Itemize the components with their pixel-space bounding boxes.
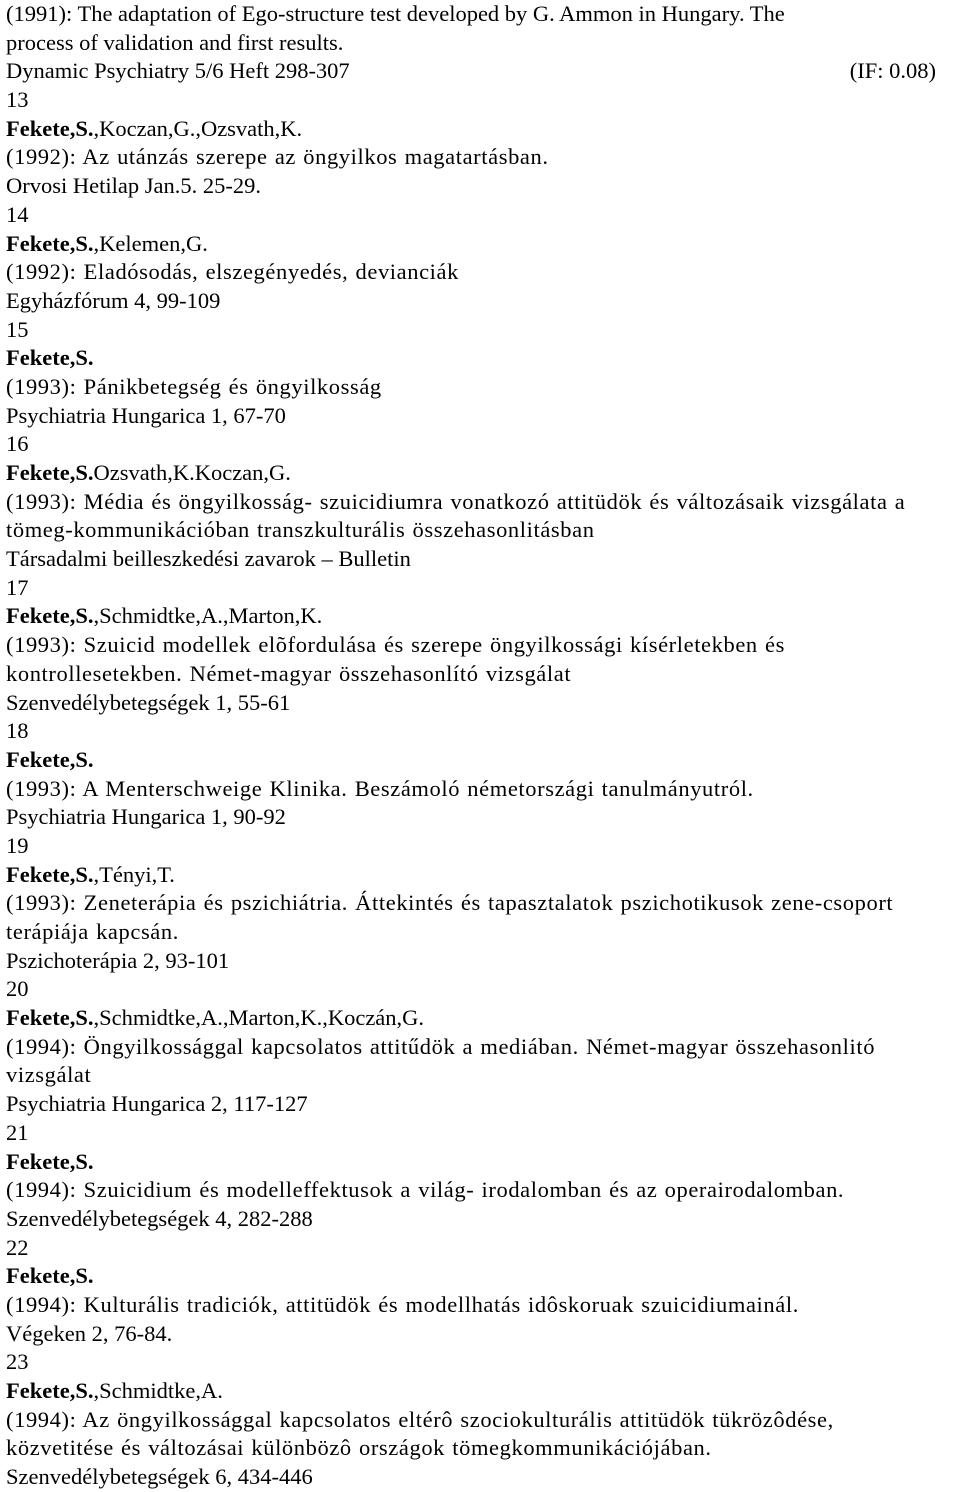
coauthors: ,Koczan,G.,Ozsvath,K. xyxy=(93,115,303,141)
publication-entry xyxy=(6,1234,954,1349)
entry-number: 13 xyxy=(6,87,29,113)
title-line: (1993): Pánikbetegség és öngyilkosság xyxy=(6,373,382,399)
title-line: (1992): Eladósodás, elszegényedés, devianciák xyxy=(6,259,459,285)
first-author: Fekete,S. xyxy=(6,115,94,141)
entries-container xyxy=(6,86,954,1492)
entry-number: 17 xyxy=(6,574,29,600)
journal-line: Psychiatria Hungarica 2, 117-127 xyxy=(6,1091,308,1117)
first-author: Fekete,S. xyxy=(6,230,94,256)
entry-number: 21 xyxy=(6,1119,29,1145)
title-line: közvetitése és változásai különbözô országok tömegkommunikációjában. xyxy=(6,1435,712,1461)
entry-number: 18 xyxy=(6,718,29,744)
publication-entry xyxy=(6,1348,954,1491)
authors-line xyxy=(6,746,954,775)
first-author: Fekete,S. xyxy=(6,746,94,772)
authors-line xyxy=(6,1262,954,1291)
journal-line: Psychiatria Hungarica 1, 67-70 xyxy=(6,402,286,428)
title-line: tömeg-kommunikációban transzkulturális összehasonlitásban xyxy=(6,517,595,543)
coauthors: ,Kelemen,G. xyxy=(93,230,208,256)
authors-line xyxy=(6,1004,954,1033)
publication-entry xyxy=(6,832,954,975)
title-line: (1993): Média és öngyilkosság- szuicidiumra vonatkozó attitüdök és változásaik vizsgálata a xyxy=(6,488,906,514)
authors-line xyxy=(6,1148,954,1177)
authors-line xyxy=(6,1377,954,1406)
title-line: (1992): Az utánzás szerepe az öngyilkos magatartásban. xyxy=(6,144,549,170)
journal-line: Psychiatria Hungarica 1, 90-92 xyxy=(6,804,286,830)
entry-number: 15 xyxy=(6,316,29,342)
coauthors: Ozsvath,K.Koczan,G. xyxy=(93,460,291,485)
publication-entry xyxy=(6,717,954,832)
entry-number: 22 xyxy=(6,1234,29,1260)
entry-number: 23 xyxy=(6,1349,29,1375)
publication-entry xyxy=(6,1119,954,1234)
publication-entry xyxy=(6,430,954,573)
title-line: terápiája kapcsán. xyxy=(6,919,179,944)
first-author: Fekete,S. xyxy=(6,1263,94,1289)
journal-line: Szenvedélybetegségek 6, 434-446 xyxy=(6,1464,313,1490)
journal-reference: Dynamic Psychiatry 5/6 Heft 298-307 xyxy=(6,58,350,84)
authors-line xyxy=(6,230,954,259)
authors-line xyxy=(6,861,954,890)
journal-line: Végeken 2, 76-84. xyxy=(6,1320,173,1346)
publication-list xyxy=(6,0,954,1492)
journal-line: Szenvedélybetegségek 1, 55-61 xyxy=(6,689,291,715)
entry-number: 20 xyxy=(6,976,29,1002)
publication-entry xyxy=(6,975,954,1118)
citation-line: process of validation and first results. xyxy=(6,29,344,55)
journal-line: Pszichoterápia 2, 93-101 xyxy=(6,947,230,973)
authors-line xyxy=(6,115,954,144)
coauthors: ,Schmidtke,A.,Marton,K.,Koczán,G. xyxy=(93,1005,425,1031)
first-author: Fekete,S. xyxy=(6,1378,94,1403)
first-author: Fekete,S. xyxy=(6,345,94,371)
journal-line: Társadalmi beilleszkedési zavarok – Bulletin xyxy=(6,546,411,572)
coauthors: ,Schmidtke,A. xyxy=(93,1378,223,1403)
journal-line xyxy=(6,57,936,86)
coauthors: ,Schmidtke,A.,Marton,K. xyxy=(93,603,323,629)
title-line: (1994): Öngyilkossággal kapcsolatos attitűdök a mediában. Német-magyar összehasonlitó xyxy=(6,1033,876,1059)
authors-line xyxy=(6,459,954,488)
publication-entry-12 xyxy=(6,0,954,86)
title-line: kontrollesetekben. Német-magyar összehasonlító vizsgálat xyxy=(6,660,572,686)
title-line: (1994): Szuicidium és modelleffektusok a világ- irodalomban és az operairodalomban. xyxy=(6,1177,845,1203)
entry-number: 19 xyxy=(6,832,29,858)
publication-entry xyxy=(6,201,954,316)
first-author: Fekete,S. xyxy=(6,1148,94,1174)
title-line: (1994): Az öngyilkossággal kapcsolatos eltérô szociokulturális attitüdök tükrözôdése, xyxy=(6,1406,834,1432)
first-author: Fekete,S. xyxy=(6,603,94,629)
impact-factor: (IF: 0.08) xyxy=(849,58,936,84)
first-author: Fekete,S. xyxy=(6,1005,94,1031)
title-line: (1993): Szuicid modellek elõfordulása és szerepe öngyilkossági kísérletekben és xyxy=(6,632,785,658)
first-author: Fekete,S. xyxy=(6,460,94,485)
entry-number: 16 xyxy=(6,431,29,457)
title-line: vizsgálat xyxy=(6,1062,92,1088)
title-line: (1993): Zeneterápia és pszichiátria. Áttekintés és tapasztalatok pszichotikusok zene-csoport xyxy=(6,890,894,916)
journal-line: Egyházfórum 4, 99-109 xyxy=(6,287,221,313)
coauthors: ,Tényi,T. xyxy=(93,861,175,887)
publication-entry xyxy=(6,574,954,717)
title-line: (1994): Kulturális tradiciók, attitüdök és modellhatás idôskoruak szuicidiumainál. xyxy=(6,1291,799,1317)
authors-line xyxy=(6,344,954,373)
entry-number: 14 xyxy=(6,201,29,227)
publication-entry xyxy=(6,86,954,201)
journal-line: Orvosi Hetilap Jan.5. 25-29. xyxy=(6,173,261,199)
first-author: Fekete,S. xyxy=(6,861,94,887)
authors-line xyxy=(6,602,954,631)
title-line: (1993): A Menterschweige Klinika. Beszámoló németországi tanulmányutról. xyxy=(6,775,754,801)
journal-line: Szenvedélybetegségek 4, 282-288 xyxy=(6,1205,313,1231)
publication-entry xyxy=(6,316,954,431)
citation-line: (1991): The adaptation of Ego-structure test developed by G. Ammon in Hungary. The xyxy=(6,1,785,26)
